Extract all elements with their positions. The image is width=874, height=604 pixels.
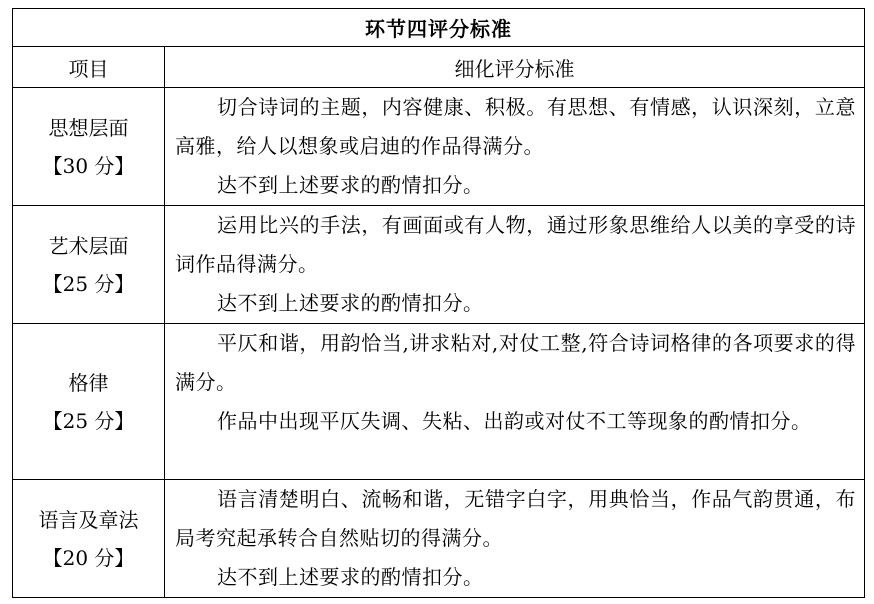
column-header-criteria: 细化评分标准 bbox=[165, 47, 865, 88]
criteria-paragraph: 平仄和谐，用韵恰当,讲求粘对,对仗工整,符合诗词格律的各项要求的得满分。 bbox=[175, 331, 856, 394]
criteria-cell bbox=[165, 206, 865, 324]
item-score: 【30 分】 bbox=[42, 153, 135, 178]
criteria-paragraph: 达不到上述要求的酌情扣分。 bbox=[217, 565, 484, 589]
item-score: 【25 分】 bbox=[42, 271, 135, 296]
item-name: 格律 bbox=[68, 370, 109, 395]
item-score: 【25 分】 bbox=[42, 408, 135, 433]
table-row bbox=[13, 206, 865, 324]
item-name: 思想层面 bbox=[48, 115, 129, 140]
criteria-paragraph: 运用比兴的手法，有画面或有人物，通过形象思维给人以美的享受的诗词作品得满分。 bbox=[175, 213, 856, 276]
header-row bbox=[13, 47, 865, 88]
item-cell bbox=[13, 88, 165, 206]
table-row bbox=[13, 88, 865, 206]
column-header-item: 项目 bbox=[13, 47, 165, 88]
item-name: 艺术层面 bbox=[48, 233, 129, 258]
item-cell bbox=[13, 206, 165, 324]
item-cell bbox=[13, 324, 165, 480]
criteria-cell bbox=[165, 480, 865, 598]
criteria-cell bbox=[165, 324, 865, 480]
table-row bbox=[13, 324, 865, 480]
item-name: 语言及章法 bbox=[38, 507, 139, 532]
scoring-table bbox=[12, 8, 865, 598]
criteria-paragraph: 切合诗词的主题，内容健康、积极。有思想、有情感，认识深刻，立意高雅，给人以想象或启迪的作品得满分。 bbox=[175, 95, 856, 158]
table-title: 环节四评分标准 bbox=[13, 9, 865, 47]
item-score: 【20 分】 bbox=[42, 545, 135, 570]
criteria-paragraph: 达不到上述要求的酌情扣分。 bbox=[217, 291, 484, 315]
criteria-paragraph: 作品中出现平仄失调、失粘、出韵或对仗不工等现象的酌情扣分。 bbox=[217, 409, 812, 433]
item-cell bbox=[13, 480, 165, 598]
criteria-paragraph: 达不到上述要求的酌情扣分。 bbox=[217, 173, 484, 197]
criteria-cell bbox=[165, 88, 865, 206]
criteria-paragraph: 语言清楚明白、流畅和谐，无错字白字，用典恰当，作品气韵贯通，布局考究起承转合自然贴切的得满分。 bbox=[175, 487, 856, 550]
table-row bbox=[13, 480, 865, 598]
title-row bbox=[13, 9, 865, 47]
